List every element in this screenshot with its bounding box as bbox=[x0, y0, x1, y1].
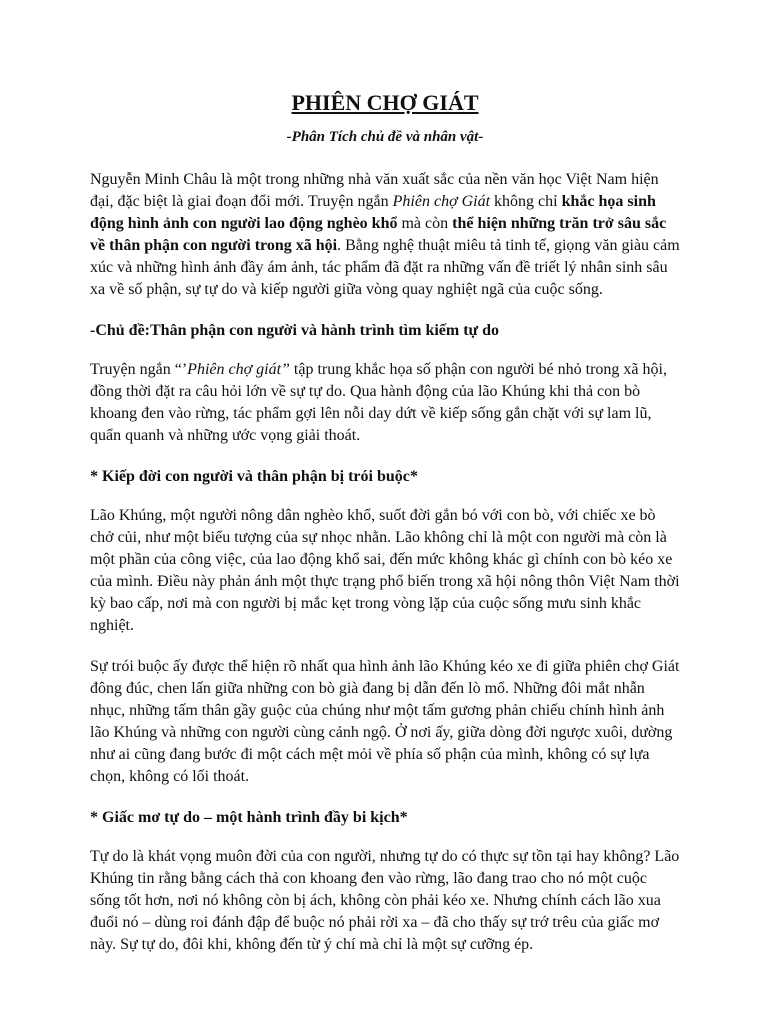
dream-paragraph: Tự do là khát vọng muôn đời của con người, nhưng tự do có thực sự tồn tại hay không? Lão Khúng tin rằng bằng cách thả con khoang đen vào rừng, lão đang trao cho nó một cuộc sống tốt hơn, nơi nó không còn bị ách, không còn phải kéo xe. Nhưng chính cách lão xua đuổi nó – dùng roi đánh đập để buộc nó phải rời xa – đã cho thấy sự trớ trêu của giấc mơ này. Sự tự do, đôi khi, không đến từ ý chí mà chỉ là một sự cưỡng ép. bbox=[90, 848, 680, 953]
page-title: PHIÊN CHỢ GIÁT bbox=[291, 90, 479, 115]
dream-heading: * Giấc mơ tự do – một hành trình đầy bi kịch* bbox=[90, 809, 408, 826]
theme-heading: -Chủ đề:Thân phận con người và hành trình tìm kiếm tự do bbox=[90, 322, 500, 339]
theme-work-title: Phiên chợ giát” bbox=[187, 361, 290, 378]
intro-text-1: Nguyễn Minh Châu là một trong những nhà văn xuất sắc của nền văn học Việt Nam hiện đại, đặc biệt là giai đoạn đổi mới. Truyện ngắn bbox=[90, 171, 659, 210]
intro-emphasis-2: thể hiện những trăn trở sâu sắc về thân phận con người trong xã hội bbox=[90, 215, 667, 254]
intro-emphasis-1: khắc họa sinh động hình ảnh con người lao động nghèo khổ bbox=[90, 193, 656, 232]
fate-paragraph-2: Sự trói buộc ấy được thể hiện rõ nhất qua hình ảnh lão Khúng kéo xe đi giữa phiên chợ Giát đông đúc, chen lấn giữa những con bò già đang bị dẫn đến lò mổ. Những đôi mắt nhẫn nhục, những tấm thân gầy guộc của chúng như một tấm gương phản chiếu chính hình ảnh lão Khúng và những con người cùng cảnh ngộ. Ở nơi ấy, giữa dòng đời ngược xuôi, dường như ai cũng đang bước đi một cách mệt mỏi về phía số phận của mình, không có sự lựa chọn, không có lối thoát. bbox=[90, 658, 680, 785]
page-subtitle: -Phân Tích chủ đề và nhân vật- bbox=[286, 129, 484, 145]
theme-text-1: Truyện ngắn “’ bbox=[90, 361, 188, 378]
fate-paragraph-1: Lão Khúng, một người nông dân nghèo khổ, suốt đời gắn bó với con bò, với chiếc xe bò chở củi, như một biểu tượng của sự nhọc nhằn. Lão không chỉ là một con người mà còn là một phần của công việc, của lao động khổ sai, đến mức không khác gì chính con bò kéo xe của mình. Điều này phản ánh một thực trạng phổ biến trong xã hội nông thôn Việt Nam thời kỳ bao cấp, nơi mà con người bị mắc kẹt trong vòng lặp của cuộc sống mưu sinh khắc nghiệt. bbox=[90, 507, 680, 634]
theme-text-3: tập trung khắc họa số phận con người bé nhỏ trong xã hội, đồng thời đặt ra câu hỏi lớn về sự tự do. Qua hành động của lão Khúng khi thả con bò khoang đen vào rừng, tác phẩm gợi lên nỗi day dứt về kiếp sống gắn chặt với sự lam lũ, quẩn quanh và những ước vọng giải thoát. bbox=[90, 361, 667, 444]
intro-text-3: không chỉ bbox=[490, 193, 562, 210]
fate-heading: * Kiếp đời con người và thân phận bị trói buộc* bbox=[90, 468, 418, 485]
theme-paragraph bbox=[90, 359, 680, 447]
intro-work-title: Phiên chợ Giát bbox=[392, 193, 491, 210]
intro-text-5: mà còn bbox=[397, 215, 453, 232]
intro-text-7: . Bằng nghệ thuật miêu tả tinh tế, giọng văn giàu cảm xúc và những hình ảnh đầy ám ảnh, tác phẩm đã đặt ra những vấn đề triết lý nhân sinh sâu xa về số phận, sự tự do và kiếp người giữa vòng quay nghiệt ngã của cuộc sống. bbox=[90, 237, 680, 298]
intro-paragraph bbox=[90, 169, 680, 301]
